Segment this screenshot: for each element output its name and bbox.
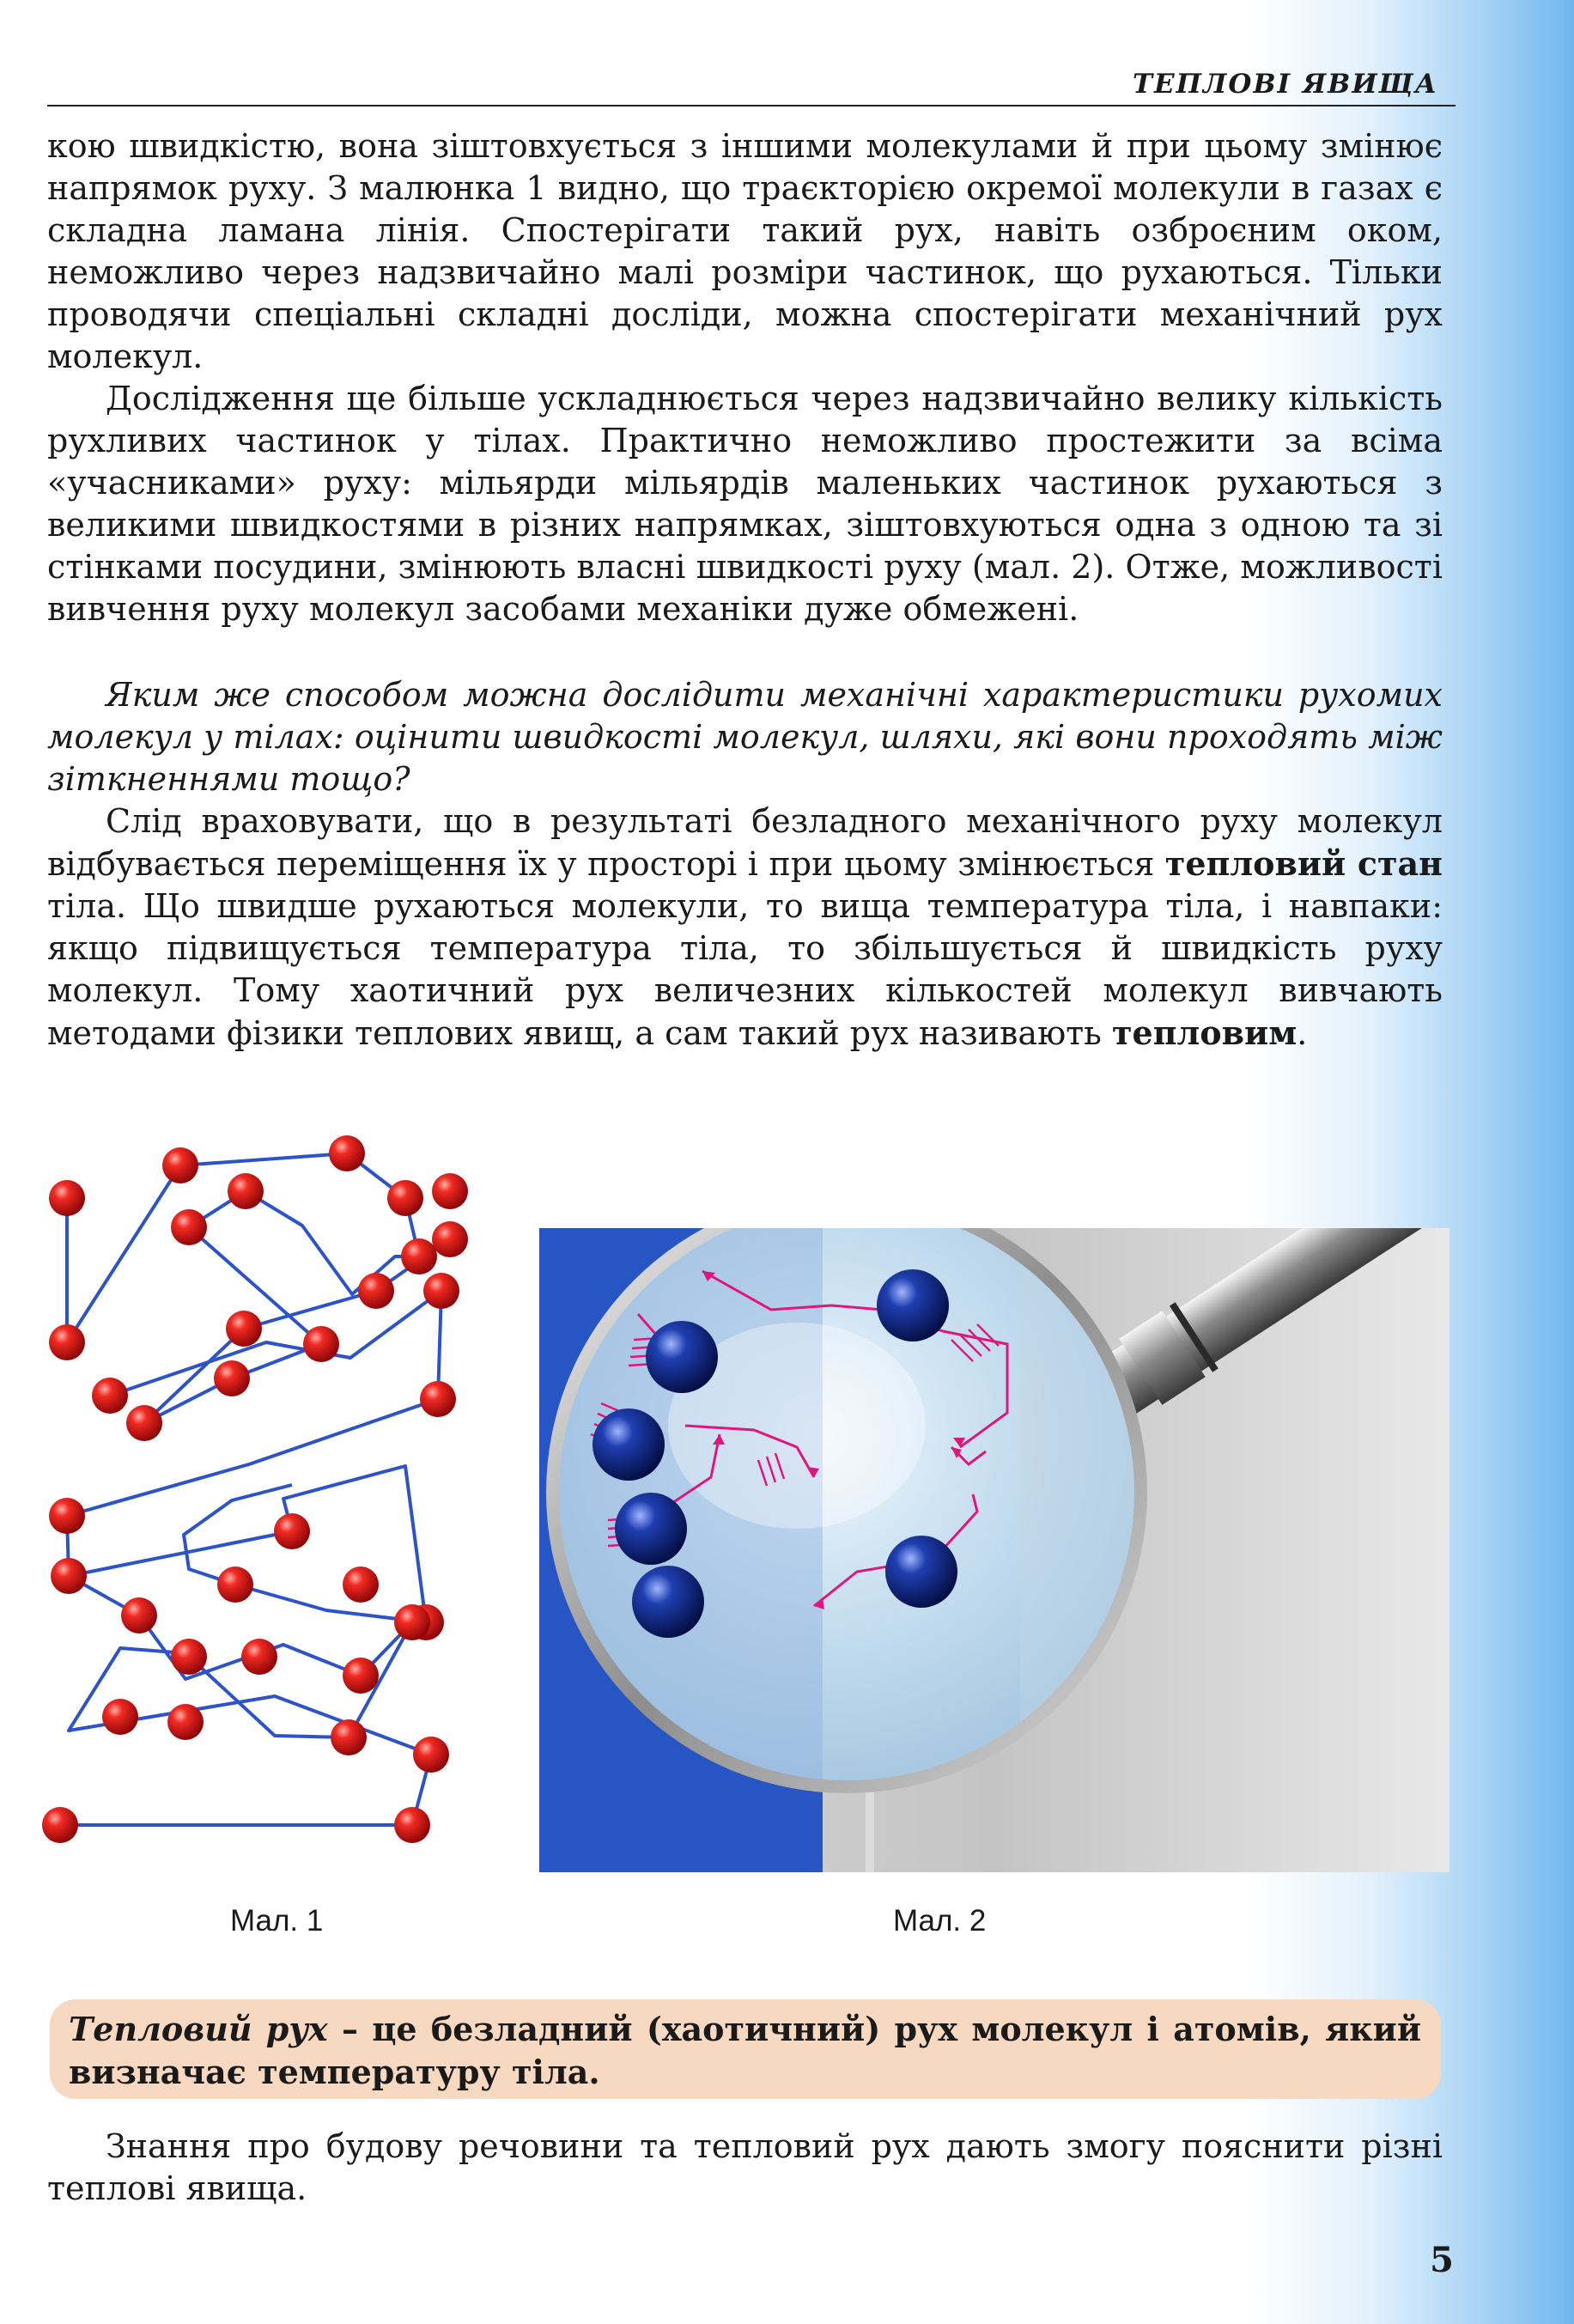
molecule [387,1180,423,1216]
molecule [49,1498,85,1534]
header-title: ТЕПЛОВІ ЯВИЩА [1132,69,1438,100]
molecule [401,1238,437,1275]
molecule [343,1658,379,1694]
definition-text [69,2008,1421,2094]
molecule [241,1639,277,1675]
molecule [49,1180,85,1216]
paragraph-4 [47,800,1443,1055]
molecule [214,1360,250,1396]
molecule [432,1221,468,1257]
molecule [877,1269,949,1341]
molecule [274,1513,310,1549]
molecule [331,1719,367,1755]
p4-text-a: Слід враховувати, що в результаті безладного механічного руху молекул відбувається переміщення їх у просторі і при цьому змінюється [47,802,1443,883]
paragraph-2: Дослідження ще більше ускладнюється через надзвичайно велику кількість рухливих частинок у тілах. Практично неможливо простежити за всіма «учасниками» руху: мільярди мільярдів маленьких частинок рухаються з великими швидкостями в різних напрямках, зіштовхуються одна з одною та зі стінками посудини, змінюють власні швидкості руху (мал. 2). Отже, можливості вивчення руху молекул засобами механіки дуже обмежені. [47,380,1443,628]
figure-2-caption: Мал. 2 [893,1904,987,1938]
molecule [171,1639,207,1675]
molecule [226,1311,262,1347]
p4-text-e: . [1297,1014,1308,1052]
running-header [47,53,1455,106]
figure-1-caption: Мал. 1 [230,1904,324,1938]
p4-text-c: тіла. Що швидше рухаються молекули, то вища температура тіла, і навпаки: якщо підвищується температура тіла, то збільшується й швидкість руху молекул. Тому хаотичний рух величезних кількостей молекул вивчають методами фізики теплових явищ, а сам такий рух називають [47,887,1443,1052]
molecule [303,1326,339,1362]
definition-box [50,1999,1441,2099]
term-thermal-state: тепловий стан [1164,844,1443,883]
molecule [329,1135,365,1171]
molecule [413,1737,449,1773]
molecule [49,1324,85,1360]
molecule [167,1704,204,1740]
molecule [646,1321,718,1393]
figure-1-molecule-trajectories [34,1129,515,1894]
molecule [423,1273,459,1309]
molecule [217,1567,253,1603]
paragraph-question: Яким же способом можна дослідити механічні характеристики рухомих молекул у тілах: оцінити швидкості молекул, шляхи, які вони проходять між зіткненнями тощо? [47,676,1443,798]
molecule [432,1173,468,1209]
molecule [162,1147,198,1183]
definition-term: Тепловий рух [69,2010,328,2048]
molecule [615,1493,687,1565]
definition-body: – це безладний (хаотичний) рух молекул і атомів, який визначає температуру тіла. [69,2010,1422,2091]
figure-2-magnifier [539,1228,1449,1872]
molecule [885,1536,957,1608]
paragraph-5: Знання про будову речовини та тепловий рух дають змогу пояснити різні теплові явища. [47,2127,1443,2207]
molecule [228,1173,264,1209]
molecule [358,1273,394,1309]
molecule [92,1378,128,1414]
molecule [171,1209,207,1245]
molecule [51,1558,87,1594]
molecule [632,1566,704,1638]
molecule [343,1567,379,1603]
molecule [394,1807,430,1843]
page-number: 5 [1430,2240,1454,2280]
molecule [121,1597,157,1633]
molecule [593,1408,665,1481]
molecule [42,1807,78,1843]
molecule [126,1405,162,1441]
molecule [420,1381,456,1417]
molecule [102,1699,138,1735]
paragraph-1: кою швидкістю, вона зіштовхується з іншими молекулами й при цьому змінює напрямок руху. З малюнка 1 видно, що траєкторією окремої молекули в газах є складна ламана лінія. Спостерігати такий рух, навіть озброєним оком, неможливо через надзвичайно малі розміри частинок, що рухаються. Тільки проводячи спеціальні складні досліди, можна спостерігати механічний рух молекул. [47,127,1443,375]
molecule [394,1604,430,1640]
term-thermal: тепловим [1111,1013,1297,1052]
